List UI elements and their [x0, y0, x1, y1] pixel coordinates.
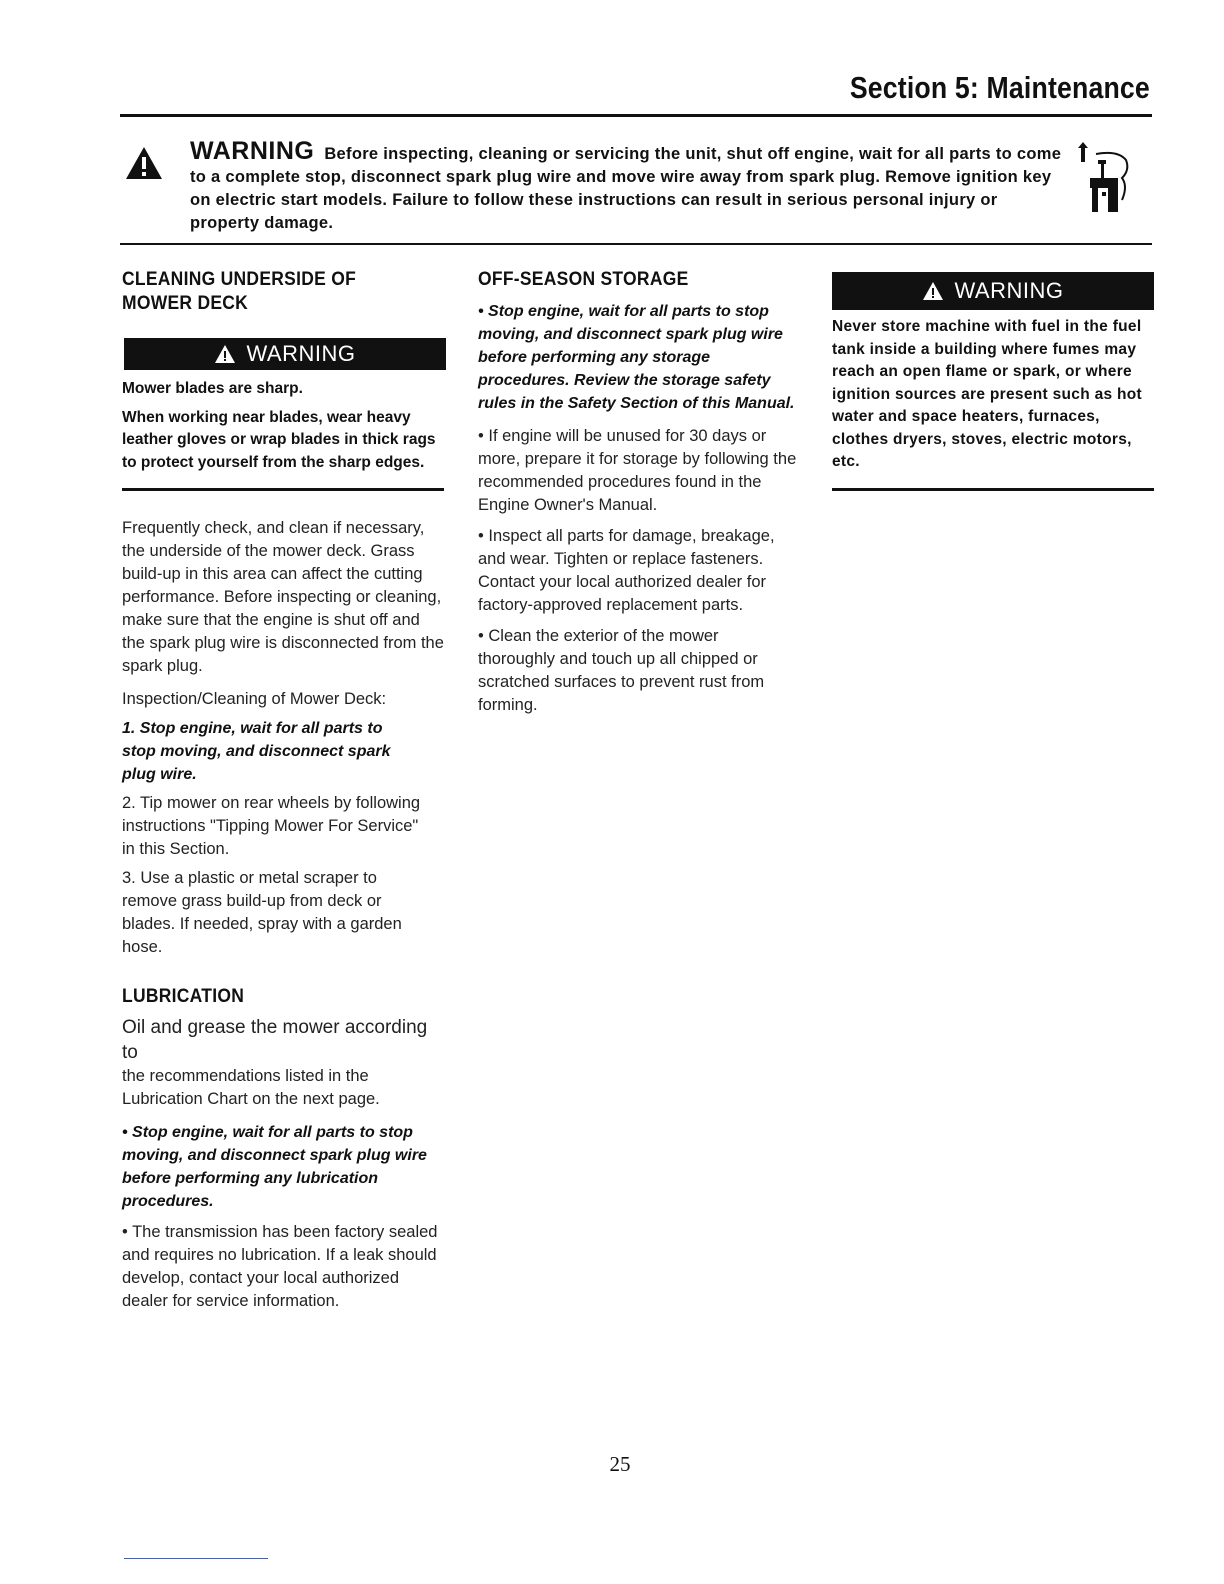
cleaning-heading: CLEANING UNDERSIDE OF MOWER DECK: [122, 269, 357, 314]
storage-column: [478, 268, 808, 717]
storage-bullet2: • Inspect all parts for damage, breakage, and wear. Tighten or replace fasteners. Contact your local authorized dealer for factory-approved replacement parts.: [478, 527, 775, 614]
cleaning-step3: 3. Use a plastic or metal scraper to remove grass build-up from deck or blades. If needed, spray with a garden hose.: [122, 869, 402, 956]
top-warning-text: Before inspecting, cleaning or servicing the unit, shut off engine, wait for all parts to come to a complete stop, disconnect spark plug wire and move wire away from spark plug. Remove ignition key on electric start models. Failure to follow these instructions can result in serious personal injury or property damage.: [190, 145, 1062, 232]
lubrication-intro: the recommendations listed in the Lubrication Chart on the next page.: [122, 1067, 380, 1108]
lubrication-intro-large: Oil and grease the mower according to: [122, 1017, 428, 1063]
cleaning-warning-bar: [124, 338, 446, 370]
footer-line: [124, 1558, 268, 1559]
fuel-warning-column: [832, 272, 1154, 491]
fuel-warning-text: Never store machine with fuel in the fuel tank inside a building where fumes may reach an open flame or spark, or where ignition sources are present such as hot water and space heaters, furnaces, clothes dryers, stoves, electric motors, etc.: [832, 318, 1143, 470]
cleaning-step1: 1. Stop engine, wait for all parts to stop moving, and disconnect spark plug wire.: [122, 720, 391, 783]
header-rule: [120, 114, 1152, 117]
warning-rule: [120, 243, 1152, 245]
cleaning-step2: 2. Tip mower on rear wheels by following instructions "Tipping Mower For Service" in this Section.: [122, 794, 421, 858]
section-title: Section 5: Maintenance: [849, 70, 1150, 105]
warning-triangle-icon: [214, 344, 236, 364]
cleaning-warning-line2: When working near blades, wear heavy leather gloves or wrap blades in thick rags to protect yourself from the sharp edges.: [122, 408, 436, 471]
lubrication-heading: LUBRICATION: [122, 986, 245, 1007]
cleaning-warning-rule: [122, 488, 444, 491]
storage-bullet3: • Clean the exterior of the mower thoroughly and touch up all chipped or scratched surfaces to prevent rust from forming.: [478, 627, 765, 714]
fuel-warning-label: WARNING: [954, 278, 1064, 303]
cleaning-column: [122, 268, 448, 1313]
fuel-warning-rule: [832, 488, 1154, 491]
warning-triangle-icon: [124, 145, 164, 181]
storage-bullet1: • If engine will be unused for 30 days or more, prepare it for storage by following the recommended procedures found in the Engine Owner's Manual.: [478, 427, 797, 514]
cleaning-intro: Frequently check, and clean if necessary, the underside of the mower deck. Grass build-up in this area can affect the cutting performance. Before inspecting or cleaning, make sure that the engine is shut off and the spark plug wire is disconnected from the spark plug.: [122, 519, 444, 675]
lubrication-bullet: • The transmission has been factory sealed and requires no lubrication. If a leak should develop, contact your local authorized dealer for service information.: [122, 1223, 438, 1310]
lubrication-emph: • Stop engine, wait for all parts to stop moving, and disconnect spark plug wire before performing any lubrication procedures.: [122, 1124, 427, 1210]
top-warning-label: WARNING: [190, 137, 315, 165]
cleaning-warning-line1: Mower blades are sharp.: [122, 380, 303, 397]
storage-heading: OFF-SEASON STORAGE: [478, 269, 689, 290]
storage-emph: • Stop engine, wait for all parts to stop moving, and disconnect spark plug wire before performing any storage procedures. Review the storage safety rules in the Safety Section of this Manual.: [478, 303, 795, 412]
cleaning-subhead: Inspection/Cleaning of Mower Deck:: [122, 690, 387, 708]
fuel-warning-bar: [832, 272, 1154, 310]
ignition-key-removal-icon: [1068, 142, 1134, 220]
warning-triangle-icon: [922, 281, 944, 301]
cleaning-warning-label: WARNING: [246, 341, 356, 366]
top-warning-block: [190, 137, 1070, 235]
page-number: 25: [609, 1452, 631, 1476]
